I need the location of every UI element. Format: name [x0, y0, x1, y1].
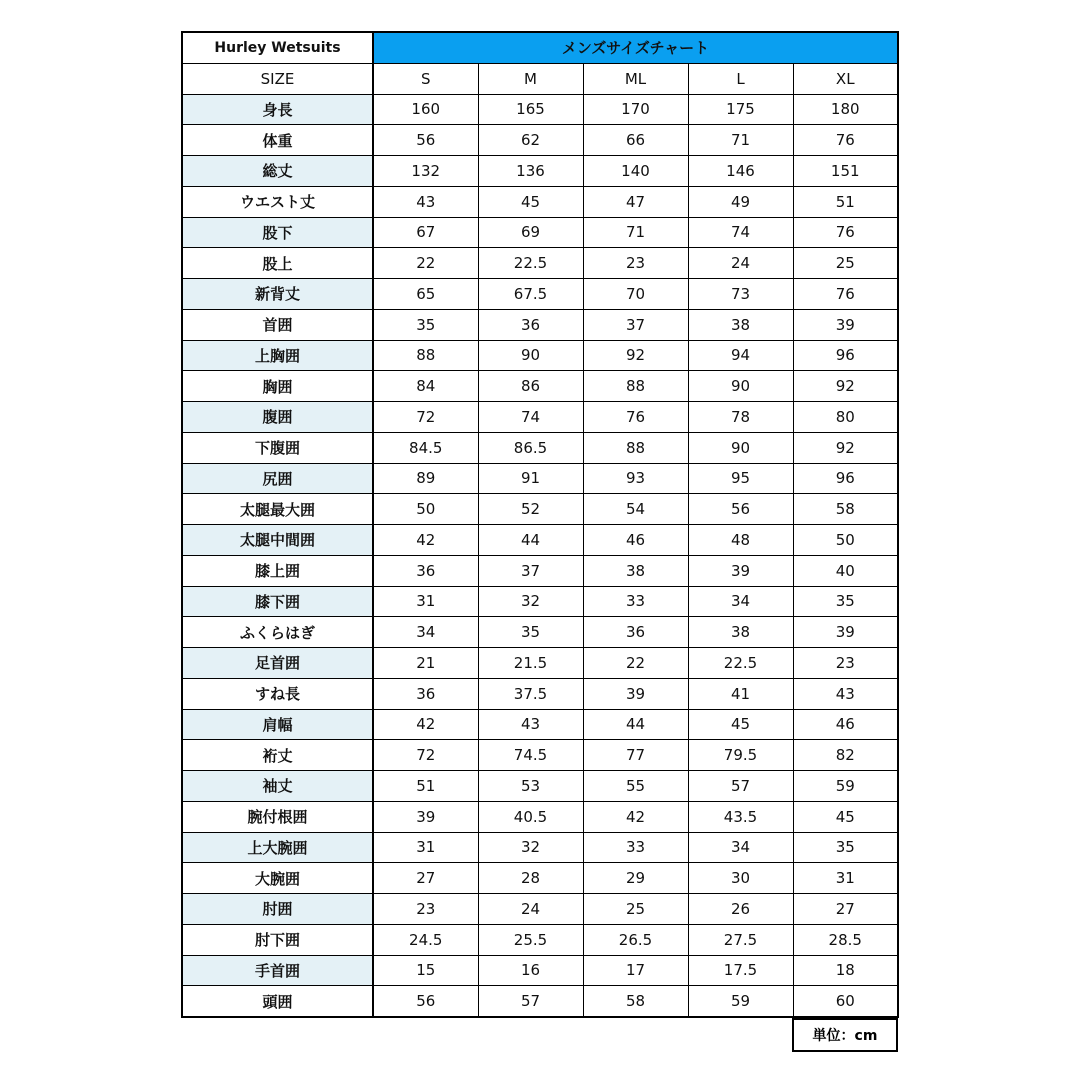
- table-cell: 42: [373, 525, 478, 556]
- table-cell: 90: [688, 371, 793, 402]
- table-cell: 92: [583, 340, 688, 371]
- table-cell: 51: [793, 186, 898, 217]
- table-cell: 24: [478, 894, 583, 925]
- row-label: すね長: [182, 678, 373, 709]
- table-cell: 88: [373, 340, 478, 371]
- table-cell: 92: [793, 371, 898, 402]
- table-row: [182, 371, 898, 402]
- table-row: [182, 432, 898, 463]
- table-cell: 76: [793, 279, 898, 310]
- table-cell: 50: [793, 525, 898, 556]
- table-cell: 71: [583, 217, 688, 248]
- row-label: 尻囲: [182, 463, 373, 494]
- size-header-ml: ML: [583, 63, 688, 94]
- row-label: 首囲: [182, 309, 373, 340]
- table-cell: 56: [688, 494, 793, 525]
- size-header-m: M: [478, 63, 583, 94]
- table-cell: 46: [583, 525, 688, 556]
- table-cell: 18: [793, 955, 898, 986]
- table-row: [182, 186, 898, 217]
- brand-name: Hurley Wetsuits: [182, 32, 373, 63]
- table-row: [182, 279, 898, 310]
- table-cell: 39: [793, 617, 898, 648]
- table-cell: 46: [793, 709, 898, 740]
- table-cell: 140: [583, 156, 688, 187]
- table-cell: 88: [583, 371, 688, 402]
- table-cell: 56: [373, 986, 478, 1017]
- brand-title-row: [182, 32, 898, 63]
- table-cell: 35: [793, 832, 898, 863]
- table-cell: 86.5: [478, 432, 583, 463]
- table-cell: 92: [793, 432, 898, 463]
- table-row: [182, 555, 898, 586]
- row-label: 身長: [182, 94, 373, 125]
- table-cell: 27: [373, 863, 478, 894]
- table-row: [182, 525, 898, 556]
- table-cell: 32: [478, 832, 583, 863]
- row-label: 新背丈: [182, 279, 373, 310]
- table-cell: 37.5: [478, 678, 583, 709]
- table-cell: 77: [583, 740, 688, 771]
- table-cell: 15: [373, 955, 478, 986]
- table-cell: 71: [688, 125, 793, 156]
- table-cell: 44: [478, 525, 583, 556]
- row-label: 腕付根囲: [182, 801, 373, 832]
- table-cell: 23: [373, 894, 478, 925]
- table-cell: 47: [583, 186, 688, 217]
- table-row: [182, 740, 898, 771]
- table-cell: 23: [793, 648, 898, 679]
- table-row: [182, 156, 898, 187]
- table-cell: 45: [793, 801, 898, 832]
- table-cell: 38: [688, 617, 793, 648]
- table-row: [182, 217, 898, 248]
- row-label: 肘囲: [182, 894, 373, 925]
- table-cell: 40.5: [478, 801, 583, 832]
- table-cell: 29: [583, 863, 688, 894]
- table-cell: 78: [688, 402, 793, 433]
- table-row: [182, 586, 898, 617]
- table-cell: 22: [583, 648, 688, 679]
- table-row: [182, 125, 898, 156]
- table-cell: 84: [373, 371, 478, 402]
- table-cell: 38: [583, 555, 688, 586]
- table-cell: 91: [478, 463, 583, 494]
- table-cell: 72: [373, 740, 478, 771]
- table-cell: 44: [583, 709, 688, 740]
- table-row: [182, 648, 898, 679]
- table-cell: 90: [478, 340, 583, 371]
- table-cell: 34: [688, 586, 793, 617]
- table-cell: 96: [793, 340, 898, 371]
- table-cell: 58: [793, 494, 898, 525]
- table-row: [182, 863, 898, 894]
- table-cell: 42: [583, 801, 688, 832]
- table-row: [182, 924, 898, 955]
- table-cell: 30: [688, 863, 793, 894]
- table-cell: 43.5: [688, 801, 793, 832]
- table-cell: 26: [688, 894, 793, 925]
- table-cell: 25.5: [478, 924, 583, 955]
- table-row: [182, 94, 898, 125]
- row-label: 太腿中間囲: [182, 525, 373, 556]
- table-row: [182, 894, 898, 925]
- table-cell: 36: [478, 309, 583, 340]
- table-cell: 76: [793, 217, 898, 248]
- table-row: [182, 801, 898, 832]
- row-label: 股下: [182, 217, 373, 248]
- row-label: 下腹囲: [182, 432, 373, 463]
- table-cell: 95: [688, 463, 793, 494]
- table-cell: 80: [793, 402, 898, 433]
- table-cell: 23: [583, 248, 688, 279]
- table-cell: 136: [478, 156, 583, 187]
- table-cell: 35: [793, 586, 898, 617]
- row-label: 大腕囲: [182, 863, 373, 894]
- table-cell: 84.5: [373, 432, 478, 463]
- row-label: 体重: [182, 125, 373, 156]
- table-cell: 175: [688, 94, 793, 125]
- table-cell: 66: [583, 125, 688, 156]
- table-cell: 49: [688, 186, 793, 217]
- table-row: [182, 402, 898, 433]
- table-cell: 60: [793, 986, 898, 1017]
- table-cell: 73: [688, 279, 793, 310]
- table-row: [182, 709, 898, 740]
- table-row: [182, 832, 898, 863]
- table-cell: 86: [478, 371, 583, 402]
- table-cell: 90: [688, 432, 793, 463]
- row-label: 腹囲: [182, 402, 373, 433]
- row-label: 手首囲: [182, 955, 373, 986]
- table-cell: 70: [583, 279, 688, 310]
- row-label: ふくらはぎ: [182, 617, 373, 648]
- table-cell: 39: [373, 801, 478, 832]
- table-cell: 74: [478, 402, 583, 433]
- row-label: 胸囲: [182, 371, 373, 402]
- table-cell: 45: [688, 709, 793, 740]
- table-cell: 25: [583, 894, 688, 925]
- table-cell: 31: [373, 586, 478, 617]
- table-cell: 41: [688, 678, 793, 709]
- size-chart-table: [181, 31, 899, 1018]
- table-cell: 72: [373, 402, 478, 433]
- table-cell: 24.5: [373, 924, 478, 955]
- row-label: 股上: [182, 248, 373, 279]
- table-cell: 88: [583, 432, 688, 463]
- table-cell: 160: [373, 94, 478, 125]
- table-row: [182, 986, 898, 1017]
- row-label: 膝下囲: [182, 586, 373, 617]
- row-label: 肘下囲: [182, 924, 373, 955]
- table-cell: 59: [688, 986, 793, 1017]
- unit-note: 単位：cm: [792, 1018, 898, 1052]
- table-row: [182, 309, 898, 340]
- size-header-l: L: [688, 63, 793, 94]
- table-cell: 74: [688, 217, 793, 248]
- table-cell: 96: [793, 463, 898, 494]
- row-label: 肩幅: [182, 709, 373, 740]
- table-cell: 45: [478, 186, 583, 217]
- table-row: [182, 678, 898, 709]
- table-row: [182, 463, 898, 494]
- table-cell: 17.5: [688, 955, 793, 986]
- table-cell: 22.5: [688, 648, 793, 679]
- table-cell: 26.5: [583, 924, 688, 955]
- table-cell: 67.5: [478, 279, 583, 310]
- table-cell: 53: [478, 771, 583, 802]
- table-cell: 36: [583, 617, 688, 648]
- table-cell: 39: [688, 555, 793, 586]
- table-cell: 22.5: [478, 248, 583, 279]
- table-cell: 56: [373, 125, 478, 156]
- table-cell: 76: [583, 402, 688, 433]
- table-cell: 22: [373, 248, 478, 279]
- table-cell: 59: [793, 771, 898, 802]
- table-cell: 165: [478, 94, 583, 125]
- chart-title: メンズサイズチャート: [373, 32, 898, 63]
- table-cell: 17: [583, 955, 688, 986]
- table-cell: 132: [373, 156, 478, 187]
- table-cell: 21.5: [478, 648, 583, 679]
- table-cell: 34: [373, 617, 478, 648]
- table-row: [182, 494, 898, 525]
- table-cell: 40: [793, 555, 898, 586]
- row-label: 足首囲: [182, 648, 373, 679]
- table-cell: 32: [478, 586, 583, 617]
- table-cell: 31: [373, 832, 478, 863]
- table-cell: 36: [373, 678, 478, 709]
- table-cell: 74.5: [478, 740, 583, 771]
- row-label: 膝上囲: [182, 555, 373, 586]
- table-cell: 27.5: [688, 924, 793, 955]
- table-cell: 43: [478, 709, 583, 740]
- size-header-label: SIZE: [182, 63, 373, 94]
- table-cell: 38: [688, 309, 793, 340]
- table-cell: 42: [373, 709, 478, 740]
- table-cell: 58: [583, 986, 688, 1017]
- row-label: 総丈: [182, 156, 373, 187]
- row-label: 裄丈: [182, 740, 373, 771]
- table-cell: 54: [583, 494, 688, 525]
- table-cell: 82: [793, 740, 898, 771]
- row-label: 上大腕囲: [182, 832, 373, 863]
- table-cell: 43: [793, 678, 898, 709]
- table-cell: 24: [688, 248, 793, 279]
- table-cell: 76: [793, 125, 898, 156]
- table-cell: 25: [793, 248, 898, 279]
- table-cell: 79.5: [688, 740, 793, 771]
- table-cell: 33: [583, 586, 688, 617]
- table-row: [182, 617, 898, 648]
- table-cell: 35: [478, 617, 583, 648]
- size-header-row: [182, 63, 898, 94]
- table-cell: 65: [373, 279, 478, 310]
- table-cell: 146: [688, 156, 793, 187]
- table-cell: 28.5: [793, 924, 898, 955]
- table-cell: 69: [478, 217, 583, 248]
- row-label: 袖丈: [182, 771, 373, 802]
- table-cell: 57: [478, 986, 583, 1017]
- table-cell: 62: [478, 125, 583, 156]
- table-cell: 34: [688, 832, 793, 863]
- table-cell: 28: [478, 863, 583, 894]
- row-label: ウエスト丈: [182, 186, 373, 217]
- row-label: 頭囲: [182, 986, 373, 1017]
- table-cell: 36: [373, 555, 478, 586]
- table-cell: 151: [793, 156, 898, 187]
- table-cell: 50: [373, 494, 478, 525]
- table-cell: 27: [793, 894, 898, 925]
- table-cell: 39: [583, 678, 688, 709]
- size-header-xl: XL: [793, 63, 898, 94]
- table-cell: 67: [373, 217, 478, 248]
- table-cell: 21: [373, 648, 478, 679]
- table-cell: 48: [688, 525, 793, 556]
- table-cell: 33: [583, 832, 688, 863]
- table-cell: 57: [688, 771, 793, 802]
- table-cell: 51: [373, 771, 478, 802]
- table-cell: 37: [583, 309, 688, 340]
- row-label: 上胸囲: [182, 340, 373, 371]
- table-cell: 93: [583, 463, 688, 494]
- table-cell: 16: [478, 955, 583, 986]
- table-cell: 180: [793, 94, 898, 125]
- table-row: [182, 955, 898, 986]
- table-cell: 55: [583, 771, 688, 802]
- table-cell: 94: [688, 340, 793, 371]
- row-label: 太腿最大囲: [182, 494, 373, 525]
- table-row: [182, 248, 898, 279]
- table-cell: 52: [478, 494, 583, 525]
- table-row: [182, 771, 898, 802]
- table-cell: 39: [793, 309, 898, 340]
- table-cell: 43: [373, 186, 478, 217]
- table-cell: 31: [793, 863, 898, 894]
- table-cell: 89: [373, 463, 478, 494]
- table-row: [182, 340, 898, 371]
- table-cell: 37: [478, 555, 583, 586]
- table-cell: 35: [373, 309, 478, 340]
- size-header-s: S: [373, 63, 478, 94]
- table-cell: 170: [583, 94, 688, 125]
